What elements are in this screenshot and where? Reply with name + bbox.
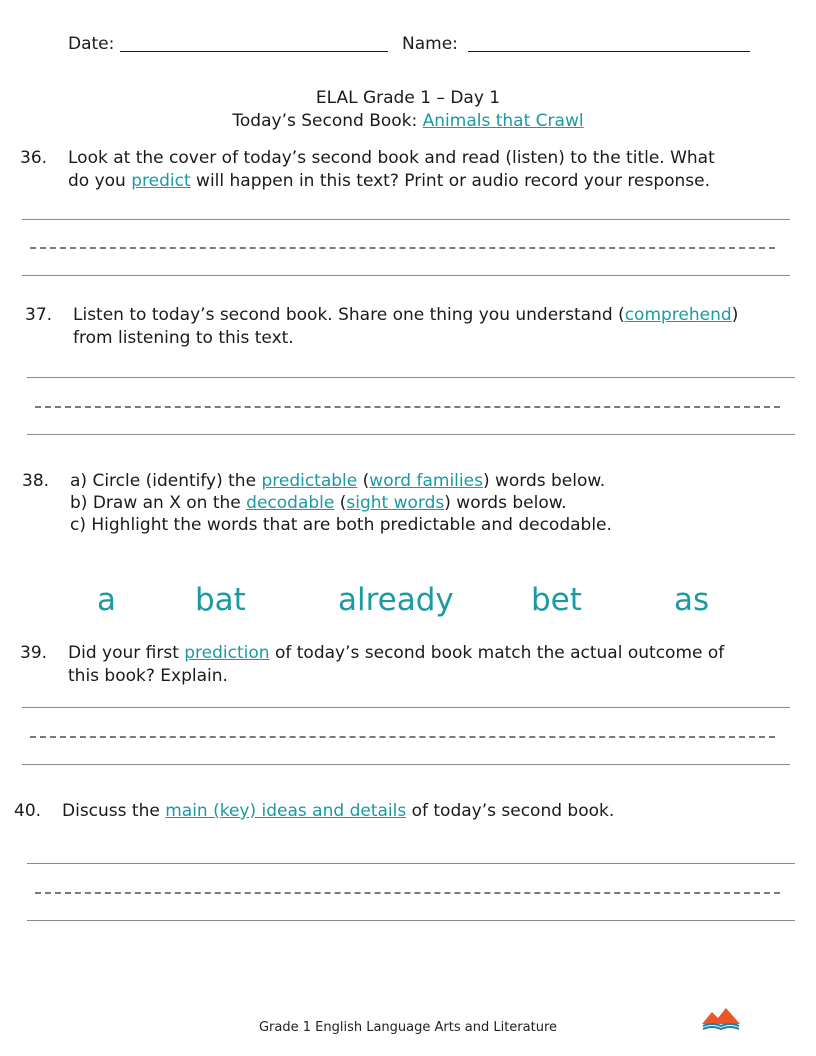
book-line <box>0 110 816 133</box>
predictable-link[interactable]: predictable <box>261 471 358 491</box>
book-title-link[interactable]: Animals that Crawl <box>422 111 584 131</box>
word-item[interactable]: bat <box>195 582 246 618</box>
footer-text: Grade 1 English Language Arts and Literature <box>258 1020 558 1035</box>
question-37-line1 <box>73 304 738 327</box>
text-segment: of today’s second book. <box>406 801 615 821</box>
comprehend-link[interactable]: comprehend <box>624 305 732 325</box>
question-36-line1: Look at the cover of today’s second book and read (listen) to the title. What <box>68 148 715 168</box>
text-segment: ) <box>731 305 739 325</box>
question-number: 37. <box>25 305 53 325</box>
answer-line-solid[interactable] <box>22 764 790 765</box>
text-segment: a) Circle (identify) the <box>70 471 262 491</box>
text-segment: ) words below. <box>482 471 606 491</box>
book-line-prefix: Today’s Second Book: <box>232 111 423 131</box>
question-number: 39. <box>20 643 48 663</box>
answer-line-dashed[interactable] <box>30 736 775 738</box>
prediction-link[interactable]: prediction <box>184 643 270 663</box>
answer-line-solid[interactable] <box>27 434 795 435</box>
text-segment: b) Draw an X on the <box>70 493 247 513</box>
decodable-link[interactable]: decodable <box>246 493 335 513</box>
word-families-link[interactable]: word families <box>369 471 483 491</box>
name-label: Name: <box>402 34 458 54</box>
text-segment: Discuss the <box>62 801 166 821</box>
text-segment: will happen in this text? Print or audio record your response. <box>190 171 711 191</box>
answer-line-solid[interactable] <box>27 920 795 921</box>
question-36-line2 <box>68 170 710 193</box>
question-38-part-c: c) Highlight the words that are both predictable and decodable. <box>70 515 612 535</box>
question-38-part-b <box>70 492 566 515</box>
question-40-line1 <box>62 800 614 823</box>
predict-link[interactable]: predict <box>131 171 191 191</box>
answer-line-dashed[interactable] <box>35 892 780 894</box>
date-label: Date: <box>68 34 115 54</box>
question-number: 38. <box>22 471 50 491</box>
word-item[interactable]: a <box>97 582 116 618</box>
name-field[interactable] <box>468 51 750 52</box>
question-38-part-a <box>70 470 605 493</box>
word-item[interactable]: bet <box>531 582 582 618</box>
answer-line-solid[interactable] <box>27 863 795 864</box>
text-segment: Listen to today’s second book. Share one thing you understand ( <box>73 305 625 325</box>
text-segment: Did your first <box>68 643 185 663</box>
question-39-line1 <box>68 642 724 665</box>
date-field[interactable] <box>120 51 388 52</box>
answer-line-solid[interactable] <box>22 275 790 276</box>
answer-line-solid[interactable] <box>22 219 790 220</box>
text-segment: ( <box>334 493 347 513</box>
question-37-line2: from listening to this text. <box>73 328 294 348</box>
book-logo-icon <box>700 1004 742 1032</box>
sight-words-link[interactable]: sight words <box>346 493 445 513</box>
answer-line-dashed[interactable] <box>30 247 775 249</box>
answer-line-dashed[interactable] <box>35 406 780 408</box>
text-segment: of today’s second book match the actual outcome of <box>269 643 725 663</box>
word-item[interactable]: already <box>338 582 454 618</box>
question-39-line2: this book? Explain. <box>68 666 228 686</box>
main-ideas-link[interactable]: main (key) ideas and details <box>165 801 407 821</box>
question-number: 36. <box>20 148 48 168</box>
text-segment: ( <box>357 471 370 491</box>
question-number: 40. <box>14 801 42 821</box>
text-segment: do you <box>68 171 132 191</box>
page-title: ELAL Grade 1 – Day 1 <box>315 88 501 108</box>
answer-line-solid[interactable] <box>27 377 795 378</box>
text-segment: ) words below. <box>444 493 567 513</box>
word-item[interactable]: as <box>674 582 710 618</box>
answer-line-solid[interactable] <box>22 707 790 708</box>
